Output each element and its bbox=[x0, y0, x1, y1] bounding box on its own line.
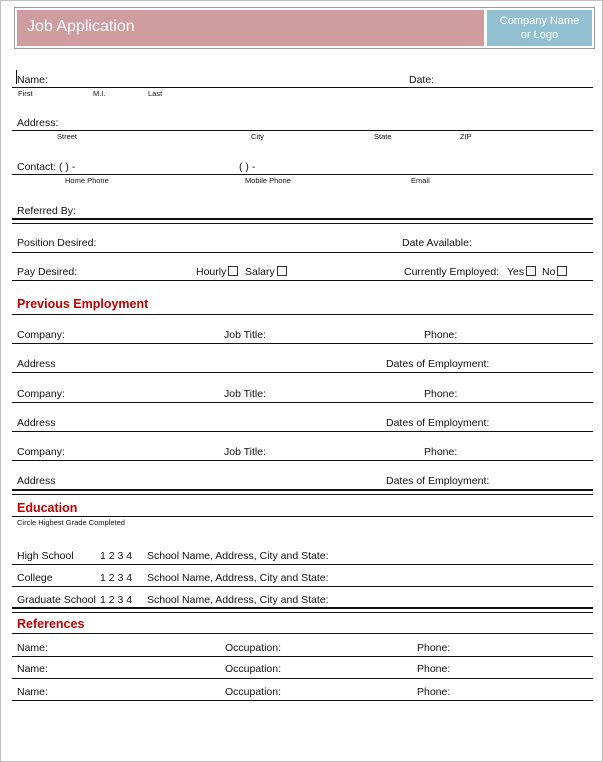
address-line[interactable] bbox=[12, 130, 593, 131]
employment-address-label: Address bbox=[17, 358, 56, 370]
education-school-label: School Name, Address, City and State: bbox=[147, 550, 329, 562]
education-note: Circle Highest Grade Completed bbox=[17, 518, 125, 527]
hourly-checkbox[interactable] bbox=[228, 266, 238, 276]
pay-desired-label: Pay Desired: bbox=[17, 266, 78, 278]
employment-job-title-label: Job Title: bbox=[224, 446, 267, 458]
education-level: Graduate School bbox=[17, 594, 96, 606]
section-divider bbox=[12, 218, 593, 224]
first-sublabel: First bbox=[18, 89, 33, 98]
employment-phone-label: Phone: bbox=[424, 446, 458, 458]
education-line[interactable] bbox=[12, 586, 593, 587]
header-banner bbox=[14, 7, 595, 49]
references-heading: References bbox=[17, 617, 85, 631]
education-level: High School bbox=[17, 550, 74, 562]
reference-name-label: Name: bbox=[17, 663, 48, 675]
education-grades: 1 2 3 4 bbox=[100, 550, 133, 562]
education-school-label: School Name, Address, City and State: bbox=[147, 572, 329, 584]
no-label: No bbox=[542, 266, 556, 278]
last-sublabel: Last bbox=[148, 89, 163, 98]
employment-company-line[interactable] bbox=[12, 460, 593, 461]
reference-phone-label: Phone: bbox=[417, 663, 451, 675]
employment-job-title-label: Job Title: bbox=[224, 329, 267, 341]
no-checkbox[interactable] bbox=[557, 266, 567, 276]
education-heading-line bbox=[12, 516, 593, 517]
salary-label: Salary bbox=[245, 266, 275, 278]
referred-by-label: Referred By: bbox=[17, 205, 76, 217]
yes-option bbox=[507, 266, 536, 278]
employment-phone-label: Phone: bbox=[424, 329, 458, 341]
reference-phone-label: Phone: bbox=[417, 686, 451, 698]
employment-address-label: Address bbox=[17, 475, 56, 487]
home-phone-sublabel: Home Phone bbox=[65, 176, 109, 185]
education-grades: 1 2 3 4 bbox=[100, 594, 133, 606]
pay-line[interactable] bbox=[12, 280, 593, 281]
employment-dates-label: Dates of Employment: bbox=[386, 475, 490, 487]
position-desired-label: Position Desired: bbox=[17, 237, 97, 249]
employment-dates-label: Dates of Employment: bbox=[386, 417, 490, 429]
employment-dates-label: Dates of Employment: bbox=[386, 358, 490, 370]
date-label: Date: bbox=[409, 74, 435, 86]
employment-company-line[interactable] bbox=[12, 402, 593, 403]
section-divider bbox=[12, 489, 593, 495]
salary-option bbox=[245, 266, 287, 278]
street-sublabel: Street bbox=[57, 132, 78, 141]
contact-label: Contact: ( ) - bbox=[17, 161, 76, 173]
currently-employed-label: Currently Employed: bbox=[404, 266, 500, 278]
reference-line[interactable] bbox=[12, 656, 593, 657]
previous-employment-heading: Previous Employment bbox=[17, 297, 149, 311]
employment-phone-label: Phone: bbox=[424, 388, 458, 400]
form-title: Job Application bbox=[27, 18, 135, 35]
reference-occupation-label: Occupation: bbox=[225, 686, 282, 698]
hourly-option bbox=[196, 266, 238, 278]
employment-company-label: Company: bbox=[17, 388, 65, 400]
contact-line[interactable] bbox=[12, 174, 593, 175]
education-heading: Education bbox=[17, 501, 78, 515]
section-divider bbox=[12, 607, 593, 613]
salary-checkbox[interactable] bbox=[277, 266, 287, 276]
mobile-phone-sublabel: Mobile Phone bbox=[245, 176, 291, 185]
title-bar bbox=[17, 10, 484, 46]
email-sublabel: Email bbox=[411, 176, 430, 185]
reference-name-label: Name: bbox=[17, 642, 48, 654]
references-heading-line bbox=[12, 633, 593, 634]
reference-line[interactable] bbox=[12, 700, 593, 701]
reference-occupation-label: Occupation: bbox=[225, 642, 282, 654]
reference-phone-label: Phone: bbox=[417, 642, 451, 654]
address-label: Address: bbox=[17, 117, 59, 129]
city-sublabel: City bbox=[251, 132, 264, 141]
name-label: Name: bbox=[17, 74, 48, 86]
mi-sublabel: M.I. bbox=[93, 89, 106, 98]
name-line[interactable] bbox=[12, 87, 593, 88]
date-available-label: Date Available: bbox=[402, 237, 472, 249]
employment-company-line[interactable] bbox=[12, 343, 593, 344]
education-line[interactable] bbox=[12, 564, 593, 565]
no-option bbox=[542, 266, 567, 278]
employment-company-label: Company: bbox=[17, 329, 65, 341]
education-grades: 1 2 3 4 bbox=[100, 572, 133, 584]
employment-address-line[interactable] bbox=[12, 372, 593, 373]
reference-name-label: Name: bbox=[17, 686, 48, 698]
hourly-label: Hourly bbox=[196, 266, 227, 278]
position-line[interactable] bbox=[12, 252, 593, 253]
state-sublabel: State bbox=[374, 132, 392, 141]
reference-occupation-label: Occupation: bbox=[225, 663, 282, 675]
employment-address-label: Address bbox=[17, 417, 56, 429]
employment-address-line[interactable] bbox=[12, 431, 593, 432]
reference-line[interactable] bbox=[12, 678, 593, 679]
education-level: College bbox=[17, 572, 53, 584]
education-school-label: School Name, Address, City and State: bbox=[147, 594, 329, 606]
company-logo-placeholder bbox=[487, 10, 592, 46]
logo-line-1: Company Name bbox=[499, 15, 580, 27]
mobile-phone-parens: ( ) - bbox=[239, 161, 256, 173]
yes-label: Yes bbox=[507, 266, 525, 278]
zip-sublabel: ZIP bbox=[460, 132, 472, 141]
employment-company-label: Company: bbox=[17, 446, 65, 458]
yes-checkbox[interactable] bbox=[526, 266, 536, 276]
employment-job-title-label: Job Title: bbox=[224, 388, 267, 400]
logo-line-2: or Logo bbox=[520, 29, 559, 41]
employment-heading-line bbox=[12, 314, 593, 315]
